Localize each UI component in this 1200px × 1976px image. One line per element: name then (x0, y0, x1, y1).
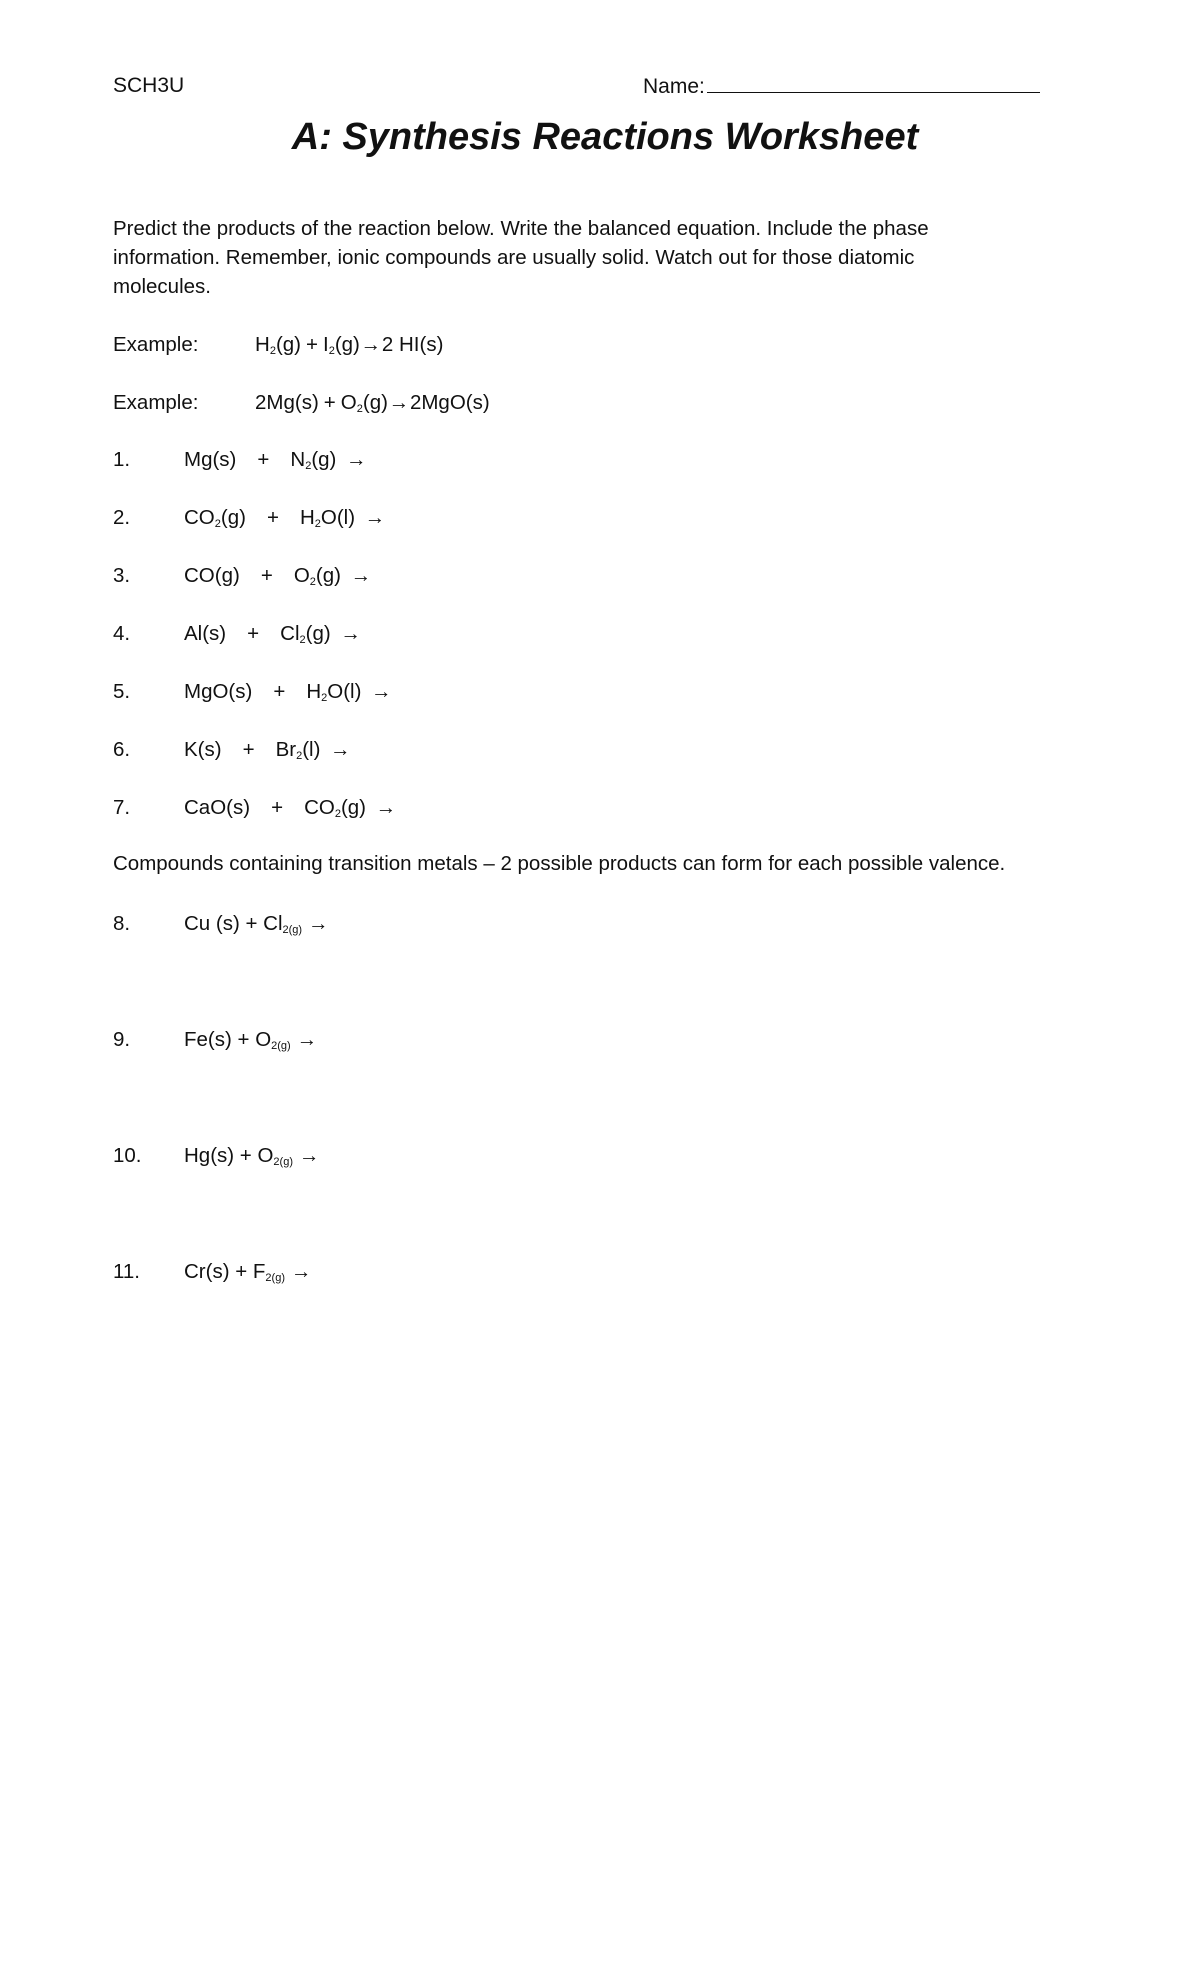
name-blank-line[interactable] (707, 74, 1040, 93)
arrow-icon: → (330, 738, 351, 761)
reactant: $H_2O(l)$ (299, 506, 356, 530)
reactant: CO(g) (184, 564, 240, 587)
page-title: A: Synthesis Reactions Worksheet (291, 116, 919, 158)
problem-number: 8. (113, 912, 131, 935)
equation: $Cr(s) + F_{2(g)}$ (184, 1260, 285, 1284)
arrow-icon: → (350, 564, 372, 587)
arrow-icon: → (298, 1144, 320, 1167)
example-equation (113, 333, 443, 357)
reactant: $Br_2(l)$ (275, 738, 321, 762)
problem-number: 9. (113, 1028, 131, 1051)
course-code: SCH3U (113, 74, 185, 97)
reactant: $O_2(g)$ (293, 564, 341, 588)
reactant: CaO(s) (184, 796, 251, 819)
plus-sign: + (306, 333, 318, 356)
equation: $Hg(s) + O_{2(g)}$ (184, 1144, 293, 1168)
plus-sign: + (266, 506, 279, 529)
arrow-icon: → (360, 333, 382, 356)
problem-number: 4. (113, 622, 131, 645)
plus-sign: + (247, 622, 260, 645)
reactant: $N_2(g)$ (290, 448, 337, 472)
reactant: Mg(s) (184, 448, 237, 471)
product: 2 HI(s) (381, 333, 444, 356)
reactant: K(s) (184, 738, 222, 761)
plus-sign: + (273, 680, 286, 703)
problem-row (113, 1144, 319, 1168)
arrow-icon: → (308, 912, 329, 935)
reactant: $CO_2(g)$ (184, 506, 246, 530)
reactant: $I_2(g)$ (323, 333, 360, 357)
reactant: $CO_2(g)$ (304, 796, 366, 820)
instructions-line: Predict the products of the reaction below. Write the balanced equation. Include the phase (113, 217, 929, 240)
problem-number: 11. (113, 1260, 140, 1283)
problem-row (113, 448, 376, 472)
arrow-icon: → (364, 506, 386, 529)
reactant: $H_2(g)$ (255, 333, 301, 357)
arrow-icon: → (296, 1028, 318, 1051)
problem-row (113, 622, 371, 646)
plus-sign: + (260, 564, 273, 587)
problem-row (113, 506, 395, 530)
problem-row (113, 796, 406, 820)
equation: Cu $(s) + Cl_{2(g)}$ (184, 912, 303, 936)
problem-row (113, 680, 401, 704)
arrow-icon: → (340, 622, 361, 645)
problem-row (113, 912, 329, 936)
instructions (113, 214, 1033, 301)
problem-row (113, 738, 360, 762)
reactant: Al(s) (184, 622, 227, 645)
arrow-icon: → (290, 1260, 312, 1283)
example-label: Example: (113, 391, 199, 414)
problem-number: 6. (113, 738, 131, 761)
problem-number: 7. (113, 796, 131, 819)
problem-row (113, 1260, 311, 1284)
problem-number: 3. (113, 564, 131, 587)
transition-metals-note: Compounds containing transition metals – 2 possible products can form for each possible valence. (113, 852, 1006, 875)
arrow-icon: → (388, 391, 410, 414)
reactant: $H_2O(l)$ (306, 680, 362, 704)
example-label: Example: (113, 333, 199, 356)
reactant: $O_2(g)$ (340, 391, 388, 415)
arrow-icon: → (346, 448, 367, 471)
problem-number: 1. (113, 448, 131, 471)
equation: $Fe(s) + O_{2(g)}$ (184, 1028, 291, 1052)
name-label: Name: (643, 75, 705, 98)
arrow-icon: → (371, 680, 392, 703)
reactant: $Cl_2(g)$ (280, 622, 331, 646)
problem-row (113, 564, 381, 588)
plus-sign: + (271, 796, 284, 819)
problem-row (113, 1028, 317, 1052)
product: 2MgO(s) (409, 391, 490, 414)
example-equation (113, 391, 490, 415)
instructions-line: molecules. (113, 275, 211, 298)
reactant: MgO(s) (184, 680, 253, 703)
plus-sign: + (257, 448, 270, 471)
problem-number: 10. (113, 1144, 142, 1167)
name-field[interactable] (643, 74, 1040, 99)
plus-sign: + (242, 738, 255, 761)
problem-number: 2. (113, 506, 131, 529)
arrow-icon: → (375, 796, 397, 819)
instructions-line: information. Remember, ionic compounds are usually solid. Watch out for those diatomic (113, 246, 915, 269)
reactant: 2Mg(s) (255, 391, 319, 414)
problem-number: 5. (113, 680, 131, 703)
plus-sign: + (323, 391, 336, 414)
